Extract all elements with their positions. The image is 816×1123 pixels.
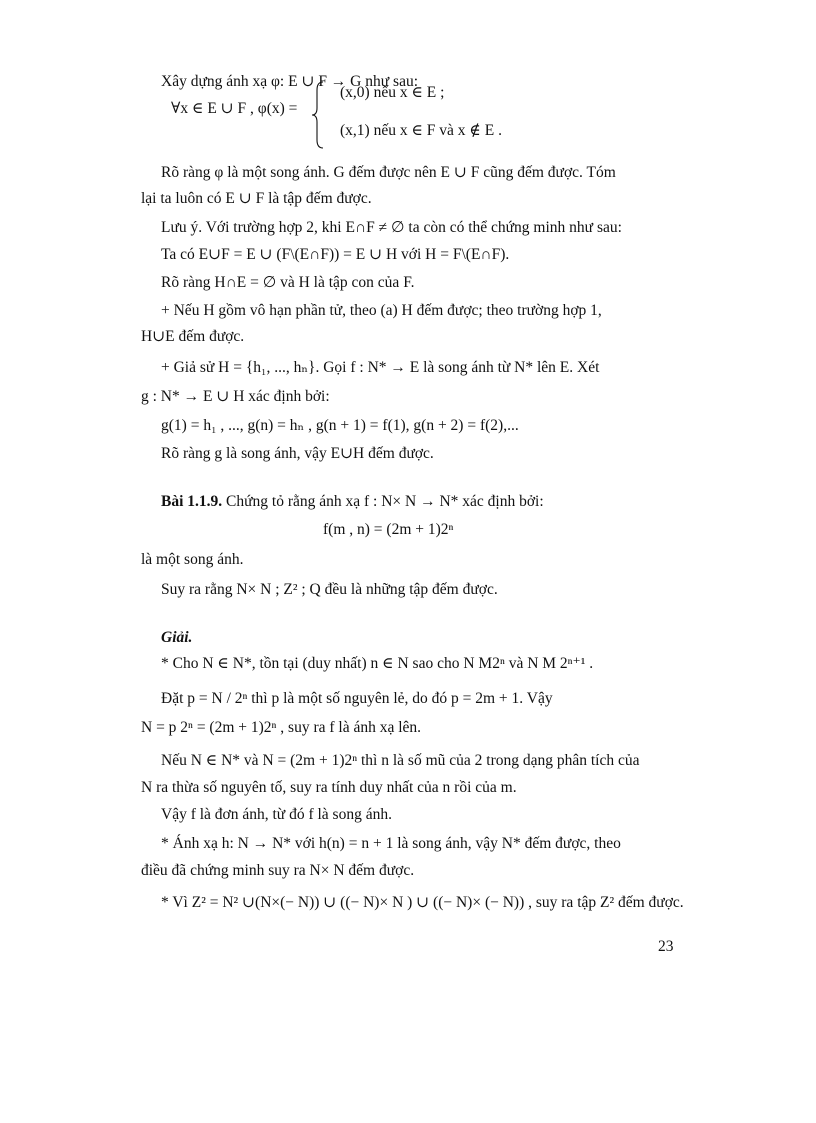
text-line: Rõ ràng H∩E = ∅ và H là tập con của F. bbox=[161, 274, 415, 291]
text-line: (x,0) nếu x ∈ E ; bbox=[340, 84, 445, 101]
solution-heading: Giải. bbox=[161, 629, 193, 646]
text-line: Suy ra rằng N× N ; Z² ; Q đều là những tập đếm được. bbox=[161, 581, 498, 598]
exercise-statement: Chứng tỏ rằng ánh xạ f : N× N → N* xác định bởi: bbox=[226, 493, 544, 510]
exercise-heading bbox=[161, 492, 544, 512]
text-line: Vậy f là đơn ánh, từ đó f là song ánh. bbox=[161, 806, 392, 823]
text-line: Nếu N ∈ N* và N = (2m + 1)2ⁿ thì n là số mũ của 2 trong dạng phân tích của bbox=[161, 752, 640, 769]
text-line: Rõ ràng φ là một song ánh. G đếm được nên E ∪ F cũng đếm được. Tóm bbox=[161, 164, 616, 181]
page-number: 23 bbox=[658, 938, 674, 955]
text-line: Ta có E∪F = E ∪ (F\(E∩F)) = E ∪ H với H = F\(E∩F). bbox=[161, 246, 510, 263]
text-line: điều đã chứng minh suy ra N× N đếm được. bbox=[141, 862, 415, 879]
text-line: là một song ánh. bbox=[141, 551, 244, 568]
formula: f(m , n) = (2m + 1)2ⁿ bbox=[323, 521, 454, 538]
text-line: N = p 2ⁿ = (2m + 1)2ⁿ , suy ra f là ánh xạ lên. bbox=[141, 719, 422, 736]
text-line: Lưu ý. Với trường hợp 2, khi E∩F ≠ ∅ ta còn có thể chứng minh như sau: bbox=[161, 219, 622, 236]
text-line: * Ánh xạ h: N → N* với h(n) = n + 1 là song ánh, vậy N* đếm được, theo bbox=[161, 835, 621, 852]
text-line: g : N* → E ∪ H xác định bởi: bbox=[141, 388, 330, 405]
text-line: + Giả sử H = {h₁, ..., hₙ}. Gọi f : N* → E là song ánh từ N* lên E. Xét bbox=[161, 359, 600, 376]
exercise-number: Bài 1.1.9. bbox=[161, 493, 223, 510]
text-line: + Nếu H gồm vô hạn phần tử, theo (a) H đếm được; theo trường hợp 1, bbox=[161, 302, 602, 319]
text-line: lại ta luôn có E ∪ F là tập đếm được. bbox=[141, 190, 372, 207]
text-line: * Vì Z² = N² ∪(N×(− N)) ∪ ((− N)× N ) ∪ ((− N)× (− N)) , suy ra tập Z² đếm được. bbox=[161, 894, 684, 911]
text-line: g(1) = h₁ , ..., g(n) = hₙ , g(n + 1) = f(1), g(n + 2) = f(2),... bbox=[161, 417, 519, 434]
text-line: Xây dựng ánh xạ φ: E ∪ F → G như sau: bbox=[161, 73, 418, 90]
text-line: Đặt p = N / 2ⁿ thì p là một số nguyên lẻ, do đó p = 2m + 1. Vậy bbox=[161, 690, 553, 707]
text-line: (x,1) nếu x ∈ F và x ∉ E . bbox=[340, 122, 502, 139]
left-brace-icon bbox=[311, 80, 325, 150]
text-line: Rõ ràng g là song ánh, vậy E∪H đếm được. bbox=[161, 445, 434, 462]
text-line: H∪E đếm được. bbox=[141, 328, 245, 345]
text-line: ∀x ∈ E ∪ F , φ(x) = bbox=[171, 100, 298, 117]
text-line: N ra thừa số nguyên tố, suy ra tính duy nhất của n rồi của m. bbox=[141, 779, 517, 796]
text-line: * Cho N ∈ N*, tồn tại (duy nhất) n ∈ N sao cho N M2ⁿ và N M 2ⁿ⁺¹ . bbox=[161, 655, 594, 672]
